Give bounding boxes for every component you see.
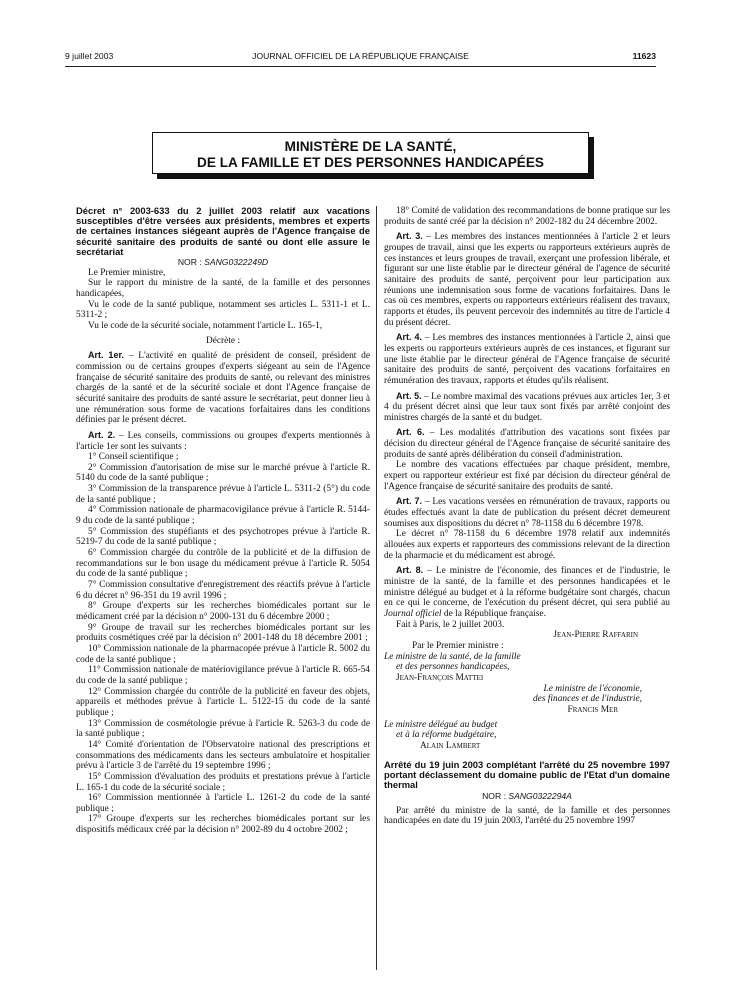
article-text: – Le nombre maximal des vacations prévues aux articles 1er, 3 et 4 du présent décret ainsi que leur taux sont fixés par arrêté conjoint des ministres chargés de la santé et du budget. xyxy=(384,391,670,423)
ministry-line-2: DE LA FAMILLE ET DES PERSONNES HANDICAPÉES xyxy=(197,155,544,170)
article-label: Art. 2. xyxy=(88,429,116,440)
header-date: 9 juillet 2003 xyxy=(65,51,114,61)
list-item: 13° Commission de cosmétologie prévue à l'article R. 5263-3 du code de la santé publique ; xyxy=(76,718,370,740)
ministry-line-1: MINISTÈRE DE LA SANTÉ, xyxy=(284,139,457,154)
article-5 xyxy=(384,391,670,424)
minister-sante-line: Le ministre de la santé, de la famille xyxy=(384,651,521,662)
list-item: 6° Commission chargée du contrôle de la publicité et de la diffusion de recommandations sur le bon usage du médicament prévue à l'article R. 5054 du code de la santé publique ; xyxy=(76,548,370,580)
ministry-box xyxy=(152,132,589,174)
article-text: – Les membres des instances mentionnées à l'article 2, ainsi que les experts ou rapporteurs extérieurs auprès de ces instances, et figurant sur une liste établie par le directeur général de l'Agence française de sécurité sanitaire des produits de santé, perçoivent des vacations forfaitaires en rémunération des travaux, rapports et études qu'ils réalisent. xyxy=(384,333,670,386)
nor-label: NOR : xyxy=(177,257,202,268)
minister-eco-line: des finances et de l'industrie, xyxy=(532,694,642,705)
minister-sante-line: et des personnes handicapées, xyxy=(396,662,510,673)
header-rule xyxy=(65,66,656,67)
article-1 xyxy=(76,350,370,426)
article-label: Art. 8. xyxy=(396,565,424,576)
signature-mer: Francis Mer xyxy=(567,704,618,715)
decree-title: Décret n° 2003-633 du 2 juillet 2003 relatif aux vacations susceptibles d'être versées aux présidents, membres et experts de certaines instances siégeant auprès de l'Agence française de sécurité sanitaire des produits de santé ou dont elle assure le secrétariat xyxy=(76,205,370,257)
nor-code: SANG0322294A xyxy=(508,791,572,802)
header-page-number: 11623 xyxy=(632,51,656,61)
nor-code: SANG0322249D xyxy=(204,257,269,268)
article-7 xyxy=(384,496,670,529)
paragraph: Le décret n° 78-1158 du 6 décembre 1978 relatif aux indemnités allouées aux experts et rapporteurs des commissions relevant de la direction de la pharmacie et du médicament est abrogé. xyxy=(384,529,670,561)
list-item: 15° Commission d'évaluation des produits et prestations prévue à l'article L. 165-1 du code de la sécurité sociale ; xyxy=(76,771,370,793)
minister-budget-line: et à la réforme budgétaire, xyxy=(396,730,497,741)
article-6 xyxy=(384,427,670,460)
paragraph: Par arrêté du ministre de la santé, de la famille et des personnes handicapées en date du 19 juin 2003, l'arrêté du 25 novembre 1997 xyxy=(384,805,670,827)
arrete-title: Arrêté du 19 juin 2003 complétant l'arrêté du 25 novembre 1997 portant déclassement du domaine public de l'Etat d'un domaine thermal xyxy=(384,758,670,790)
article-text: – L'activité en qualité de président de conseil, président de commission ou de certains groupes d'experts siégeant au sein de l'Agence française de sécurité sanitaire des produits de santé, ou relevant des ministres chargés de la santé et de la sécurité sociale et dont l'Agence française de sécurité sanitaire des produits de santé assure le secrétariat, peut donner lieu à une rémunération sous forme de vacations forfaitaires dans les conditions définies par le présent décret. xyxy=(76,351,370,426)
header-journal-title: JOURNAL OFFICIEL DE LA RÉPUBLIQUE FRANÇAISE xyxy=(252,51,469,61)
paragraph: Le Premier ministre, xyxy=(88,267,166,278)
page-header xyxy=(65,51,656,65)
journal-officiel-ref: Journal officiel xyxy=(384,608,442,619)
signature-mattei: Jean-François Mattei xyxy=(396,672,484,683)
article-text: – Les membres des instances mentionnées à l'article 2 et leurs groupes de travail, ainsi que les experts ou rapporteurs extérieurs auprès de ces instances et leurs groupes de travail, exerçant une profession libérale, et figurant sur une liste établie par le directeur général de l'agence de sécurité sanitaire des produits de santé, perçoivent pour leur participation aux réunions une indemnisation sous forme de vacations forfaitaires. Dans le cas où ces membres, experts ou rapporteurs extérieurs réalisent des travaux, rapports et études, ils peuvent percevoir des indemnités au titre de l'article 4 du présent décret. xyxy=(384,232,670,328)
list-item: 14° Comité d'orientation de l'Observatoire national des prescriptions et consommations des médicaments dans les secteurs ambulatoire et hospitalier prévu à l'article 3 de l'arrêté du 19 septembre 1996 ; xyxy=(76,739,370,772)
list-item: 4° Commission nationale de pharmacovigilance prévue à l'article R. 5144-9 du code de la santé publique ; xyxy=(76,505,370,527)
arrete-nor xyxy=(384,791,670,802)
article-label: Art. 3. xyxy=(396,231,423,242)
list-item: 16° Commission mentionnée à l'article L. 1261-2 du code de la santé publique ; xyxy=(76,793,370,814)
minister-budget-line: Le ministre délégué au budget xyxy=(384,719,498,730)
list-item: 1° Conseil scientifique ; xyxy=(88,452,179,463)
list-item: 12° Commission chargée du contrôle de la publicité en faveur des objets, appareils et méthodes prévue à l'article L. 5122-15 du code de la santé publique ; xyxy=(76,686,370,718)
fait-a-paris: Fait à Paris, le 2 juillet 2003. xyxy=(396,619,505,630)
article-8 xyxy=(384,565,670,619)
list-item: 3° Commission de la transparence prévue à l'article L. 5311-2 (5°) du code de la santé publique ; xyxy=(76,484,370,505)
article-2 xyxy=(76,430,370,452)
list-item: 7° Commission consultative d'enregistrement des réactifs prévue à l'article 6 du décret n° 96-351 du 19 avril 1996 ; xyxy=(76,580,370,601)
decree-nor xyxy=(76,257,370,268)
minister-eco-line: Le ministre de l'économie, xyxy=(543,683,642,694)
article-label: Art. 1er. xyxy=(88,350,124,361)
article-text: – Le ministre de l'économie, des finances et de l'industrie, le ministre de la santé, de la famille et des personnes handicapées et le ministre délégué au budget et à la réforme budgétaire sont chargés, chacun en ce qui le concerne, de l'exécution du présent décret, qui sera publié au xyxy=(384,566,670,609)
article-text: – Les conseils, commissions ou groupes d'experts mentionnés à l'article 1er sont les suivants : xyxy=(76,430,370,452)
article-label: Art. 6. xyxy=(396,427,425,438)
list-item: 9° Groupe de travail sur les recherches biomédicales portant sur les produits cosmétiques créé par la décision n° 2001-148 du 18 décembre 2001 ; xyxy=(76,622,370,644)
article-label: Art. 7. xyxy=(396,496,423,507)
list-item: 18° Comité de validation des recommandations de bonne pratique sur les produits de santé créé par la décision n° 2002-182 du 24 décembre 2002. xyxy=(384,206,670,227)
article-3 xyxy=(384,231,670,328)
list-item: 11° Commission nationale de matériovigilance prévue à l'article R. 665-54 du code de la santé publique ; xyxy=(76,665,370,686)
list-item: 10° Commission nationale de la pharmacopée prévue à l'article R. 5002 du code de la santé publique ; xyxy=(76,643,370,665)
article-text: de la République française. xyxy=(441,608,546,619)
list-item: 5° Commission des stupéfiants et des psychotropes prévue à l'article R. 5219-7 du code de la santé publique ; xyxy=(76,526,370,548)
column-separator xyxy=(376,206,377,970)
par-premier-ministre: Par le Premier ministre : xyxy=(412,640,504,651)
list-item: 8° Groupe d'experts sur les recherches biomédicales portant sur le médicament créé par la décision n° 2000-131 du 6 décembre 2000 ; xyxy=(76,601,370,623)
signature-premier-ministre: Jean-Pierre Raffarin xyxy=(553,630,638,641)
list-item: 2° Commission d'autorisation de mise sur le marché prévue à l'article R. 5140 du code de la santé publique ; xyxy=(76,462,370,484)
article-label: Art. 4. xyxy=(396,332,422,343)
list-item: 17° Groupe d'experts sur les recherches biomédicales portant sur les dispositifs médicaux créé par la décision n° 2002-89 du 4 octobre 2002 ; xyxy=(76,814,370,836)
nor-label: NOR : xyxy=(482,791,506,802)
decrete-heading: Décrète : xyxy=(205,335,241,346)
article-text: – Les modalités d'attribution des vacations sont fixées par décision du directeur général de l'Agence française de sécurité sanitaire des produits de santé après délibération du conseil d'administration. xyxy=(384,428,670,460)
article-text: – Les vacations versées en rémunération de travaux, rapports ou études effectués avant la date de publication du présent décret demeurent soumises aux dispositions du décret n° 78-1158 du 6 décembre 1978. xyxy=(384,497,670,529)
article-label: Art. 5. xyxy=(396,390,422,401)
paragraph: Vu le code de la sécurité sociale, notamment l'article L. 165-1, xyxy=(88,320,323,331)
left-column xyxy=(76,206,370,836)
article-4 xyxy=(384,332,670,386)
paragraph: Sur le rapport du ministre de la santé, de la famille et des personnes handicapées, xyxy=(76,278,370,299)
right-column xyxy=(384,206,670,827)
paragraph: Le nombre des vacations effectuées par chaque président, membre, expert ou rapporteur extérieur est fixé par décision du directeur général de l'Agence française de sécurité sanitaire des produits de santé. xyxy=(384,460,670,492)
signature-lambert: Alain Lambert xyxy=(420,740,481,751)
paragraph: Vu le code de la santé publique, notamment ses articles L. 5311-1 et L. 5311-2 ; xyxy=(76,299,370,321)
